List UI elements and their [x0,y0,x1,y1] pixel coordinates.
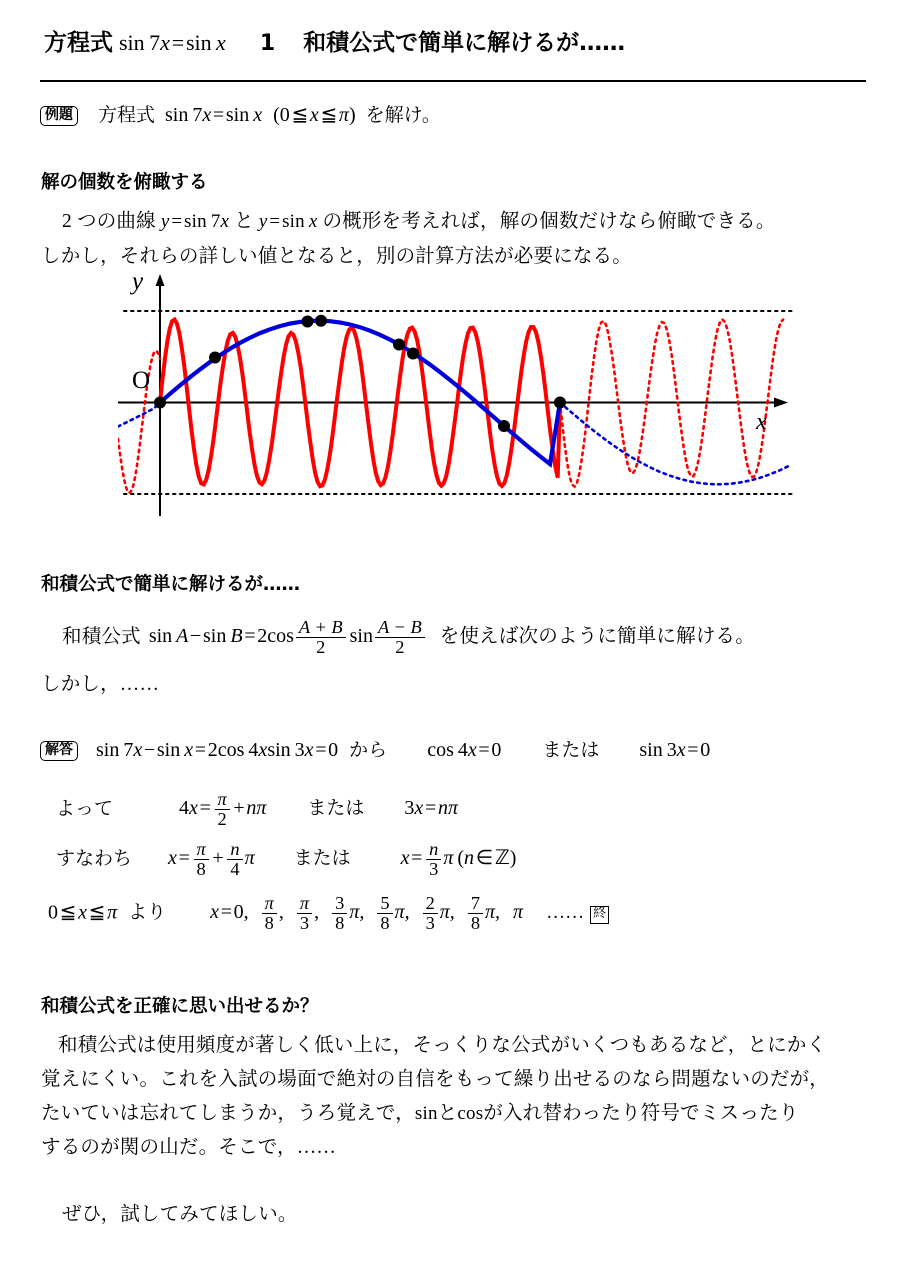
recall-line-2: 覚えにくい。これを入試の場面で絶対の自信をもって繰り出せるのなら問題ないのだが， [41,1069,830,1090]
title-lead: 方程式 [44,30,113,56]
answer-fraction [262,894,277,933]
solution-or-1: または [542,740,600,761]
solution-line-1 [40,735,710,762]
curve-sinx-dotted-left [118,403,160,427]
answer-suffix: π, [485,901,501,924]
solution-eq-2: 4x = $\frac{\pi}{2}$ + nπ [179,789,267,829]
frac-numerator: π [217,789,227,809]
answer-suffix: , [314,901,320,924]
title-subtitle: 和積公式で簡単に解けるが…… [303,30,626,56]
section-number: 1 [259,31,276,56]
recall-line3-a: たいていは忘れてしまうか，うろ覚えで， [41,1103,415,1124]
solution-eq-3: x = $\frac{\pi}{8}$ + $\frac{n}{4}$ π [168,839,255,879]
solution-fraction-pi-8 [194,840,209,879]
frac1-numerator: A + B [298,617,343,637]
title-divider [40,80,866,82]
solution-or-3: または [293,848,351,870]
frac-numerator: π [196,839,206,859]
intersection-point [302,316,314,328]
frac-numerator: π [264,893,274,913]
overview-line1-a: 2 つの曲線 [62,211,156,232]
answer-fraction [297,894,312,933]
heading-overview: 解の個数を俯瞰する [41,172,208,193]
frac2-denominator: 2 [375,637,425,657]
recall-line3-e: が入れ替わったり符号でミスったり [483,1103,799,1124]
frac-denominator: 3 [297,913,312,933]
example-domain: (0 ≦ x ≦ π) [273,104,361,126]
intersection-point [154,397,166,409]
frac-denominator: 3 [423,913,438,933]
answer-suffix: , [278,901,284,924]
formula-fraction-1 [296,618,346,657]
title-equation: sin 7x = sin x [119,30,226,55]
frac-denominator: 2 [215,809,230,829]
solution-alt-1: cos 4x = 0 [427,739,502,761]
solution-label: 解答 [40,741,78,761]
solution-condition: 0 ≦ x ≦ π [48,901,118,924]
intersection-point [209,352,221,364]
overview-line-1 [62,205,776,233]
solution-sunawachi: すなわち [56,848,133,870]
recall-sin: sin [414,1103,438,1124]
intersection-point [498,420,510,432]
x-axis-arrow [774,398,788,408]
solution-kara: から [349,740,388,761]
formula-tail: を使えば次のように簡単に解ける。 [439,626,755,648]
origin-label: O [132,367,151,394]
graph-figure [118,268,798,523]
solution-fraction-pi-2 [215,790,230,829]
frac-denominator: 4 [227,859,242,879]
overview-eq-1: y = sin 7x [160,211,230,232]
recall-line-4: するのが関の山だ。そこで，…… [41,1137,337,1158]
answer-fraction [377,894,392,933]
frac1-denominator: 2 [296,637,346,657]
answer-fraction [468,894,483,933]
solution-dots: …… [546,902,585,924]
page-title [44,24,844,57]
example-equation: sin 7x = sin x [165,104,263,126]
solution-answers: x = 0, $\frac{\pi}{8}$ , $\frac{\pi}{3}$ , $\frac{3}{8}$ π, $\frac{5}{8}$ π, $\frac{2}{3}$ π, $\frac{7}{8}$ π, π [210,893,524,933]
solution-alt-2: sin 3x = 0 [639,739,711,761]
formula-expression: sin A − sin B = 2cos $\frac{A + B}{2}$ sin $\frac{A - B}{2}$ [149,625,432,647]
solution-line-4 [48,894,609,933]
example-label: 例題 [40,106,78,126]
y-axis-arrow [156,274,165,286]
solution-line-2 [56,790,458,829]
answer-last: π [513,901,524,924]
solution-alt-eq-2: 3x = nπ [404,797,458,820]
intersection-point [393,339,405,351]
recall-cos: cos [457,1103,484,1124]
answer-suffix: π, [394,901,410,924]
frac-numerator: n [429,839,439,859]
frac-denominator: 8 [468,913,483,933]
frac2-numerator: A − B [377,617,422,637]
solution-line-3 [56,840,516,879]
heading-formula: 和積公式で簡単に解けるが…… [41,574,301,595]
recall-line-1: 和積公式は使用頻度が著しく低い上に，そっくりな公式がいくつもあるなど，とにかく [58,1035,827,1056]
frac-numerator: 7 [470,893,481,913]
solution-expr-1: sin 7x − sin x = 2cos 4xsin 3x = 0 [96,739,339,761]
solution-alt-eq-3: x = $\frac{n}{3}$ π (n ∈ ℤ) [400,839,517,879]
formula-fraction-2 [375,618,425,657]
solution-or-2: または [307,798,365,820]
frac-denominator: 8 [377,913,392,933]
frac-denominator: 3 [426,859,441,879]
example-lead: 方程式 [98,105,156,126]
frac-denominator: 8 [262,913,277,933]
x-axis-label: x [756,409,767,435]
end-mark: 終 [590,906,609,923]
frac-numerator: n [230,839,240,859]
solution-yori: より [128,902,167,924]
overview-line-2: しかし，それらの詳しい値となると，別の計算方法が必要になる。 [41,246,633,267]
formula-line-2: しかし，…… [41,674,160,695]
intersection-point [407,348,419,360]
overview-eq-2: y = sin x [258,211,318,232]
example-problem [40,100,441,127]
answer-fraction [332,894,347,933]
solution-pi-3: π [244,847,255,870]
frac-numerator: 5 [380,893,390,913]
frac-denominator: 8 [332,913,347,933]
example-tail: を解け。 [365,105,441,126]
solution-fraction-n-3 [426,840,441,879]
frac-numerator: 2 [425,893,435,913]
intersection-point [554,397,566,409]
frac-numerator: 3 [335,893,345,913]
formula-mid: sin [349,625,373,648]
recall-line3-c: と [437,1103,458,1124]
solution-fraction-n-4 [227,840,242,879]
overview-line1-c: と [234,211,254,232]
formula-line [62,618,755,657]
answer-suffix: π, [439,901,455,924]
heading-recall: 和積公式を正確に思い出せるか？ [41,996,319,1017]
overview-line1-e: の概形を考えれば，解の個数だけなら俯瞰できる。 [322,211,776,232]
closing-line: ぜひ，試してみてほしい。 [62,1204,298,1225]
y-axis-label: y [132,268,144,295]
frac-denominator: 8 [194,859,209,879]
frac-numerator: π [299,893,310,913]
answer-suffix: π, [349,901,365,924]
recall-line-3 [41,1097,799,1125]
graph-svg [118,268,798,523]
answer-fraction [423,894,438,933]
solution-yotte: よって [56,798,114,820]
intersection-point [315,315,327,327]
formula-lead: 和積公式 [62,626,141,648]
